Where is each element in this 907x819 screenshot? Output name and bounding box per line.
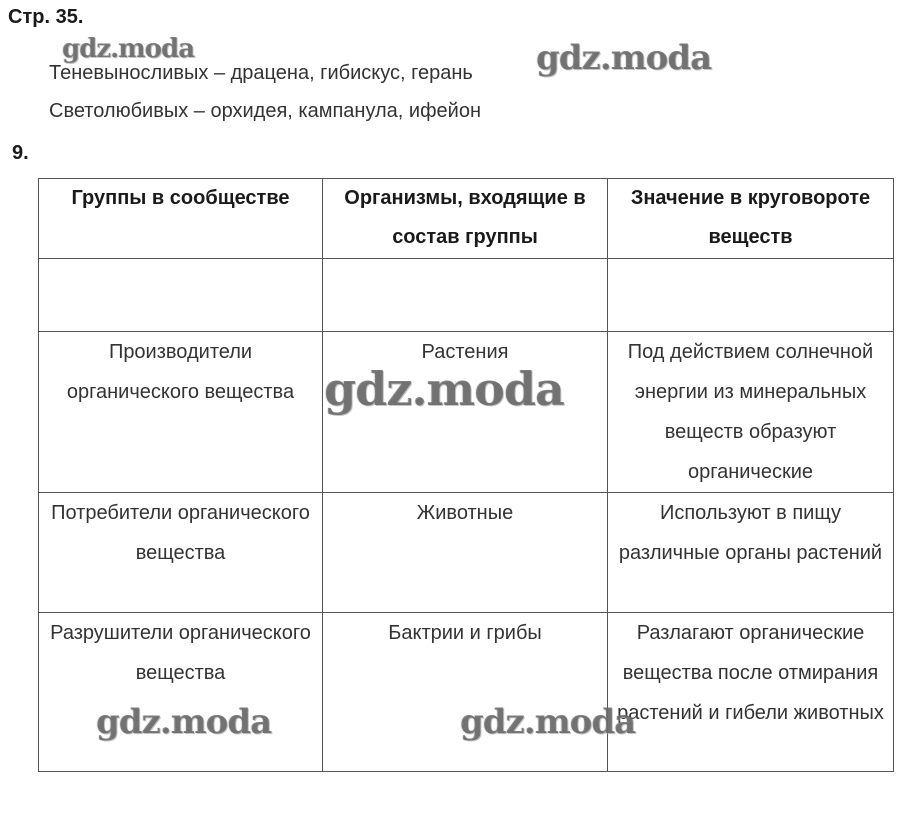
page-label: Стр. 35. bbox=[8, 6, 84, 28]
table-row-empty bbox=[39, 259, 894, 332]
table-cell bbox=[323, 259, 608, 332]
watermark: gdz.moda bbox=[96, 702, 272, 742]
table-cell bbox=[608, 259, 894, 332]
table-header-row bbox=[39, 179, 894, 259]
table-cell-group: Производители органического вещества bbox=[39, 332, 323, 493]
task-number: 9. bbox=[12, 142, 29, 164]
table-cell bbox=[39, 259, 323, 332]
table-cell-role: Используют в пищу различные органы растений bbox=[608, 493, 894, 613]
column-header-groups: Группы в сообществе bbox=[39, 179, 323, 259]
table-cell-organisms: Растения bbox=[323, 332, 608, 493]
watermark: gdz.moda bbox=[62, 34, 195, 64]
watermark: gdz.moda bbox=[324, 362, 564, 416]
watermark: gdz.moda bbox=[460, 702, 636, 742]
light-loving-line: Светолюбивых – орхидея, кампанула, ифейон bbox=[49, 100, 482, 122]
community-groups-table bbox=[38, 178, 894, 772]
table-cell-role: Разлагают органические вещества после отмирания растений и гибели животных bbox=[608, 613, 894, 772]
column-header-organisms: Организмы, входящие в состав группы bbox=[323, 179, 608, 259]
table-cell-role: Под действием солнечной энергии из минеральных веществ образуют органические bbox=[608, 332, 894, 493]
watermark: gdz.moda bbox=[536, 38, 712, 78]
column-header-role: Значение в круговороте веществ bbox=[608, 179, 894, 259]
table-cell-organisms: Животные bbox=[323, 493, 608, 613]
table-cell-organisms: Бактрии и грибы bbox=[323, 613, 608, 772]
shade-tolerant-line: Теневыносливых – драцена, гибискус, герань bbox=[49, 62, 473, 84]
table-row-decomposers bbox=[39, 613, 894, 772]
table-row-consumers bbox=[39, 493, 894, 613]
table-row-producers bbox=[39, 332, 894, 493]
table-cell-group: Потребители органического вещества bbox=[39, 493, 323, 613]
table-cell-group: Разрушители органического вещества bbox=[39, 613, 323, 772]
